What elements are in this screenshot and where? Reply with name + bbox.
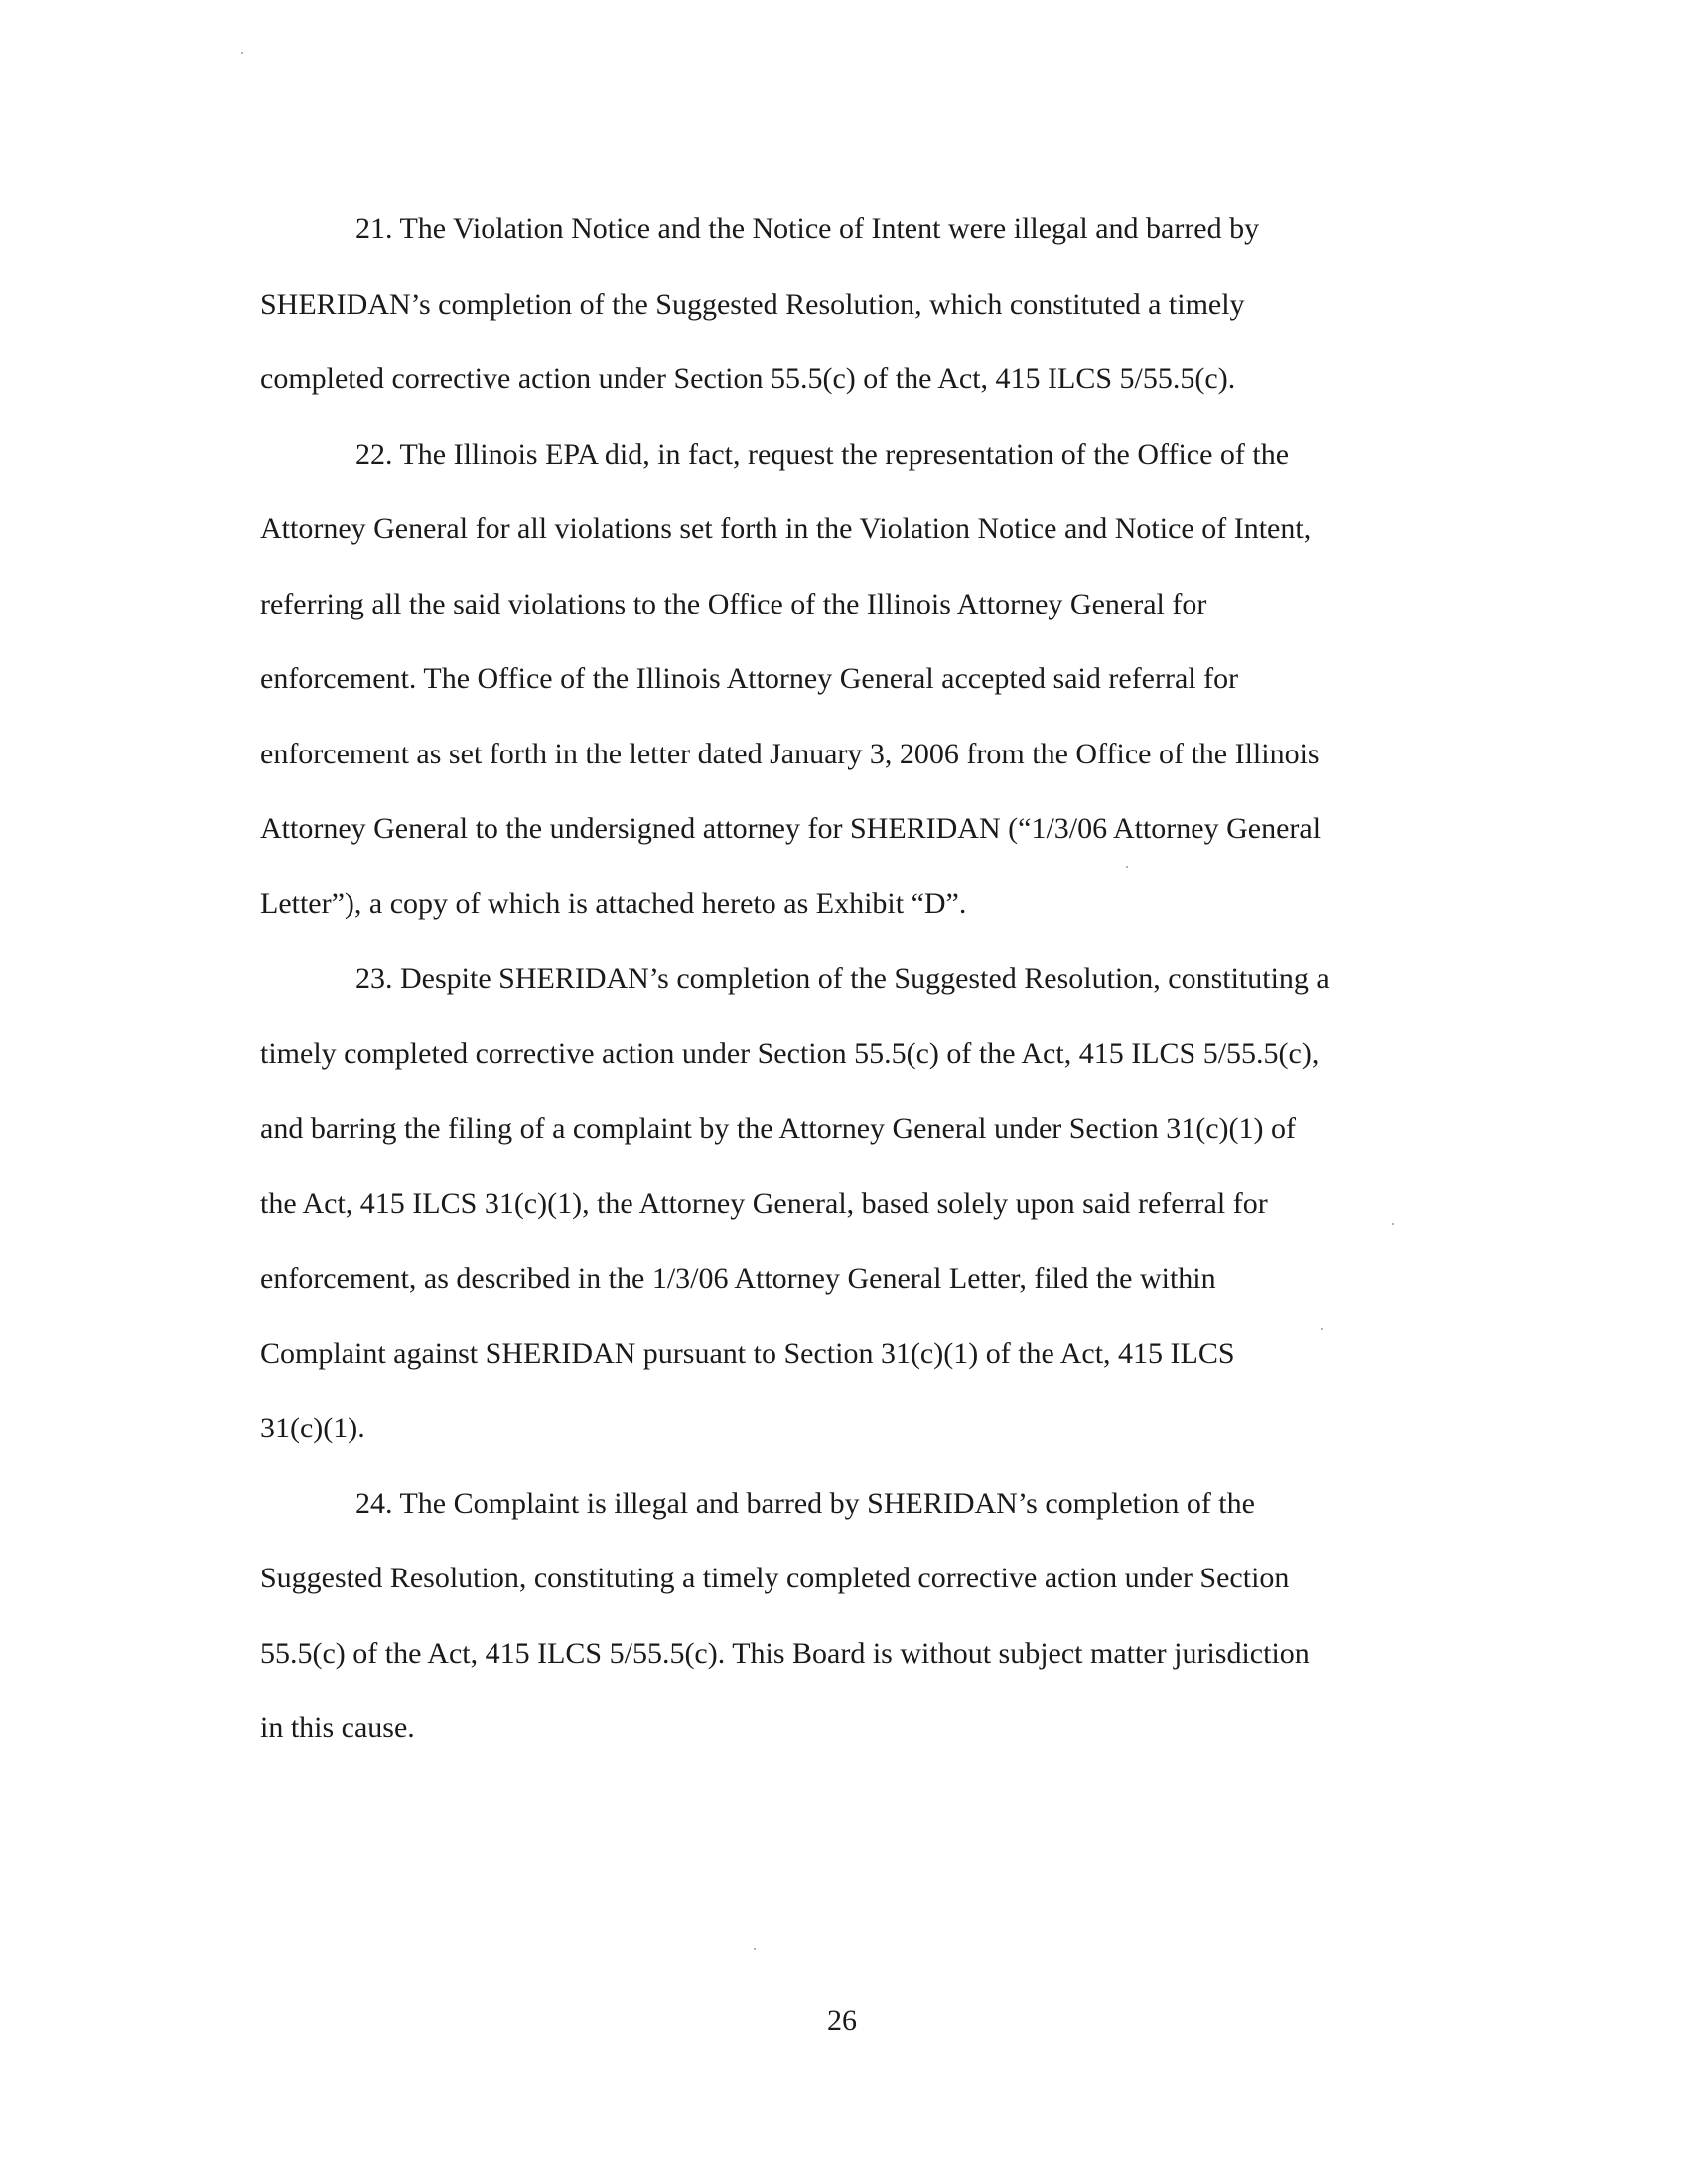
scan-speck	[754, 1948, 756, 1950]
text-line: Suggested Resolution, constituting a timely completed corrective action under Section	[260, 1562, 1290, 1594]
text-line: enforcement as set forth in the letter dated January 3, 2006 from the Office of the Illinois	[260, 737, 1320, 770]
text-line: Complaint against SHERIDAN pursuant to Section 31(c)(1) of the Act, 415 ILCS	[260, 1336, 1235, 1370]
scan-speck	[241, 52, 243, 54]
text-line: SHERIDAN’s completion of the Suggested Resolution, which constituted a timely	[260, 287, 1245, 321]
text-line: 24. The Complaint is illegal and barred by SHERIDAN’s completion of the	[355, 1486, 1255, 1520]
text-line: enforcement, as described in the 1/3/06 Attorney General Letter, filed the within	[260, 1262, 1216, 1295]
page-number: 26	[827, 2004, 857, 2037]
paragraph-22	[260, 417, 1452, 942]
text-line: 55.5(c) of the Act, 415 ILCS 5/55.5(c). This Board is without subject matter jurisdiction	[260, 1636, 1310, 1670]
paragraph-21	[260, 192, 1452, 417]
text-line: completed corrective action under Section 55.5(c) of the Act, 415 ILCS 5/55.5(c).	[260, 362, 1236, 395]
text-line: in this cause.	[260, 1711, 415, 1744]
paragraph-24	[260, 1466, 1452, 1766]
text-line: 22. The Illinois EPA did, in fact, request the representation of the Office of the	[355, 437, 1290, 471]
document-body	[260, 192, 1452, 1766]
paragraph-23	[260, 941, 1452, 1466]
text-line: timely completed corrective action under Section 55.5(c) of the Act, 415 ILCS 5/55.5(c),	[260, 1036, 1320, 1070]
text-line: 21. The Violation Notice and the Notice of Intent were illegal and barred by	[355, 212, 1260, 245]
text-line: the Act, 415 ILCS 31(c)(1), the Attorney General, based solely upon said referral for	[260, 1186, 1268, 1220]
text-line: 31(c)(1).	[260, 1412, 365, 1444]
text-line: enforcement. The Office of the Illinois Attorney General accepted said referral for	[260, 662, 1239, 695]
text-line: and barring the filing of a complaint by the Attorney General under Section 31(c)(1) of	[260, 1112, 1296, 1145]
text-line: referring all the said violations to the Office of the Illinois Attorney General for	[260, 587, 1207, 620]
text-line: Attorney General for all violations set forth in the Violation Notice and Notice of Intent,	[260, 512, 1312, 545]
text-line: Letter”), a copy of which is attached hereto as Exhibit “D”.	[260, 887, 967, 920]
text-line: 23. Despite SHERIDAN’s completion of the Suggested Resolution, constituting a	[355, 962, 1330, 995]
text-line: Attorney General to the undersigned attorney for SHERIDAN (“1/3/06 Attorney General	[260, 812, 1322, 845]
